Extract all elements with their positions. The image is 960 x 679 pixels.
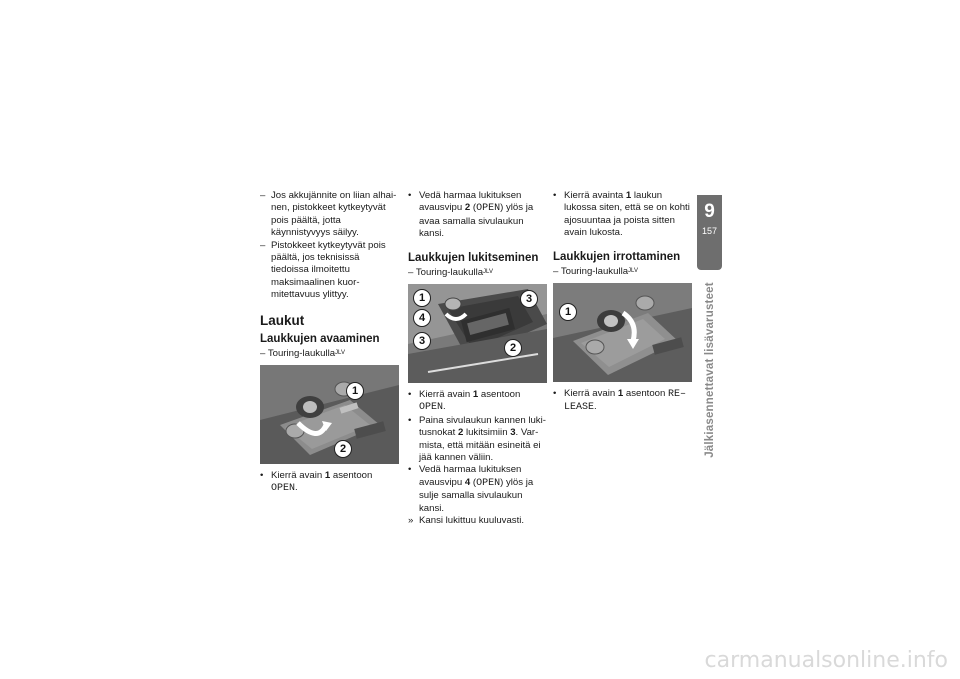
column-1 — [260, 190, 400, 496]
case-lock-photo-close — [408, 284, 547, 383]
callout-1: 1 — [413, 289, 431, 307]
dash-marker: – — [260, 190, 266, 201]
chapter-title-text: Jälkiasennettavat lisävarusteet — [704, 282, 716, 458]
list-item-text: Pistokkeet kytkeytyvät pois päältä, jos teknisissä tiedoissa ilmoitettu maksimaalinen kuormitettavuus ylittyy. — [271, 239, 386, 301]
chapter-sidebar-title — [702, 265, 718, 475]
callout-1: 1 — [559, 303, 577, 321]
touring-note: – Touring-laukulla$^{JLV}$ — [408, 266, 493, 278]
list-item: • Kierrä avain 1 asentoon OPEN. — [260, 470, 373, 495]
list-item — [260, 190, 400, 240]
callout-2: 2 — [504, 339, 522, 357]
watermark: carmanualsonline.info — [704, 648, 948, 673]
list-item: • Paina sivulaukun kannen lukitusnokat 2 lukitsimiin 3. Varmista, että mitään esineitä ei jää kannen väliin. — [408, 414, 546, 464]
bullet-marker: • — [408, 414, 412, 426]
option-code: JLV — [628, 267, 638, 274]
callout-3: 3 — [520, 290, 538, 308]
list-item: • Kierrä avain 1 asentoon RE– LEASE. — [553, 388, 687, 414]
option-code: JLV — [335, 349, 345, 356]
case-lock-photo-open — [260, 365, 399, 464]
dash-marker: – — [260, 239, 266, 251]
bullet-marker: • — [408, 464, 412, 476]
touring-note: – Touring-laukulla$^{JLV}$ — [553, 265, 638, 277]
result-item: » Kansi lukittuu kuuluvasti. — [408, 515, 525, 527]
subsection-heading: Laukkujen lukitseminen — [408, 251, 539, 264]
list-item-text: Jos akkujännite on liian alhainen, pistokkeet kytkeytyvät pois päältä, jotta käynnistyvyys säilyy. — [271, 190, 397, 239]
case-release-illustration — [553, 283, 692, 382]
list-item — [260, 240, 400, 302]
subsection-heading: Laukkujen avaaminen — [260, 332, 380, 345]
callout-2: 2 — [334, 440, 352, 458]
bullet-marker: • — [553, 388, 557, 400]
bullet-marker: • — [260, 470, 264, 482]
list-item: • Vedä harmaa lukituksen avausvipu 2 (OPEN) ylös ja avaa samalla sivulaukun kansi. — [408, 190, 534, 240]
column-3 — [553, 190, 693, 415]
list-item: • Kierrä avainta 1 laukun lukossa siten, että se on kohti ajosuuntaa ja poista sitten avain lukosta. — [553, 190, 690, 239]
bullet-marker: • — [408, 190, 412, 201]
bullet-marker: • — [408, 389, 412, 401]
callout-4: 4 — [413, 309, 431, 327]
option-code: JLV — [483, 268, 493, 275]
bullet-marker: • — [553, 190, 557, 201]
section-heading: Laukut — [260, 312, 305, 328]
subsection-heading: Laukkujen irrottaminen — [553, 250, 681, 263]
chapter-tab — [697, 195, 722, 270]
page-number: 157 — [701, 226, 718, 236]
result-marker: » — [408, 515, 414, 527]
case-lock-photo-release — [553, 283, 692, 382]
column-2 — [408, 190, 548, 528]
callout-3: 3 — [413, 332, 431, 350]
chapter-number: 9 — [704, 201, 715, 222]
list-item: • Vedä harmaa lukituksen avausvipu 4 (OPEN) ylös ja sulje samalla sivulaukun kansi. — [408, 464, 534, 514]
case-lock-illustration — [260, 365, 399, 464]
callout-1: 1 — [346, 382, 364, 400]
touring-note: – Touring-laukulla$^{JLV}$ — [260, 347, 345, 359]
list-item: • Kierrä avain 1 asentoon OPEN. — [408, 389, 521, 414]
